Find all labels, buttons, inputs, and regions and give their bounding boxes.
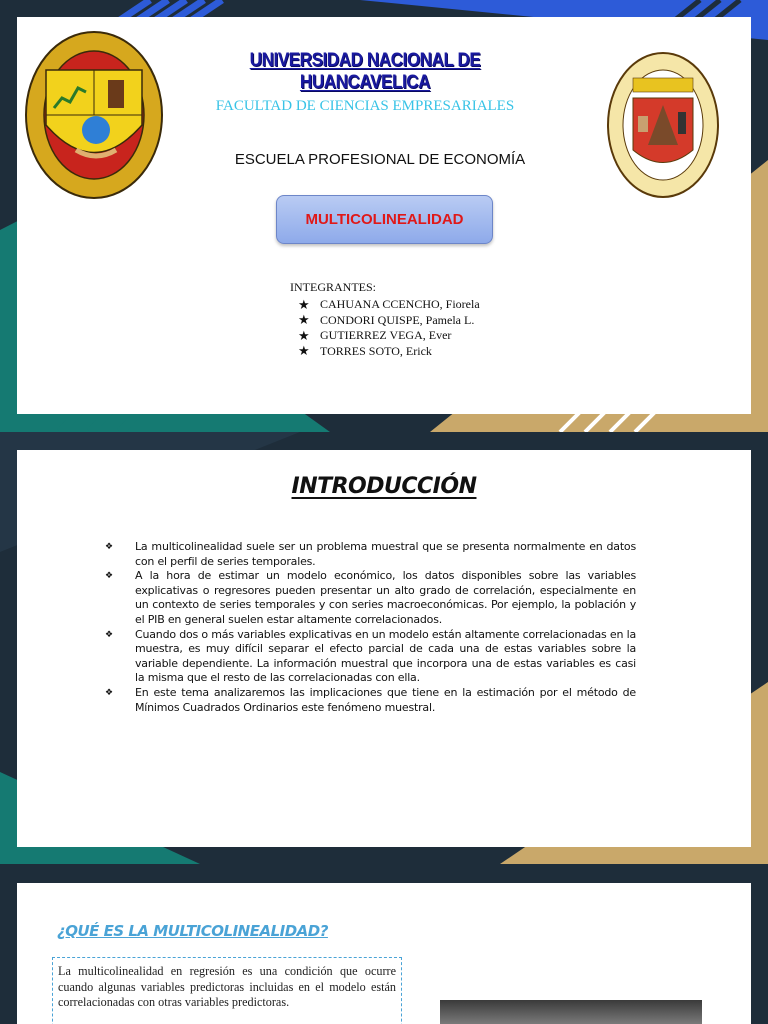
title-slide	[0, 0, 768, 432]
economics-school-logo	[24, 30, 164, 200]
introduction-slide	[0, 432, 768, 864]
illustration-image	[440, 1000, 702, 1024]
member-name: GUTIERREZ VEGA, Ever	[320, 328, 452, 343]
university-seal-logo	[606, 50, 720, 200]
diamond-bullet-icon: ❖	[105, 629, 113, 640]
member-name: CAHUANA CCENCHO, Fiorela	[320, 297, 480, 312]
diamond-bullet-icon: ❖	[105, 687, 113, 698]
star-icon: ★	[298, 312, 310, 328]
definition-title: ¿QUÉ ES LA MULTICOLINEALIDAD?	[57, 922, 328, 940]
definition-text: La multicolinealidad en regresión es una condición que ocurre cuando algunas variables predictoras incluidas en el modelo están correlacionadas con otras variables predictoras.	[58, 964, 396, 1009]
list-item	[103, 628, 636, 686]
list-item-text: A la hora de estimar un modelo económico, los datos disponibles sobre las variables explicativas o regresores pueden presentar un alto grado de correlación, especialmente en un contexto de series temporales y con series macroeconómicas. Por ejemplo, la población y el PIB en general suelen estar altamente correlacionados.	[135, 569, 636, 626]
topic-button[interactable]: MULTICOLINEALIDAD	[276, 195, 493, 244]
university-name: UNIVERSIDAD NACIONAL DE HUANCAVELICA	[249, 50, 481, 93]
list-item-text: En este tema analizaremos las implicaciones que tiene en la estimación por el método de Mínimos Cuadrados Ordinarios este fenómeno muestral.	[135, 685, 636, 714]
list-item	[103, 686, 636, 715]
star-icon: ★	[298, 327, 310, 343]
member-name: CONDORI QUISPE, Pamela L.	[320, 312, 475, 327]
faculty-name: FACULTAD DE CIENCIAS EMPRESARIALES	[215, 98, 515, 114]
list-item	[103, 569, 636, 627]
school-name: ESCUELA PROFESIONAL DE ECONOMÍA	[234, 151, 526, 168]
introduction-list	[103, 540, 636, 715]
diamond-bullet-icon: ❖	[105, 571, 113, 582]
introduction-title: INTRODUCCIÓN	[291, 474, 477, 499]
member-item	[290, 328, 480, 344]
members-list	[290, 280, 480, 359]
definition-text-box	[52, 957, 402, 1024]
list-item-text: La multicolinealidad suele ser un problema muestral que se presenta normalmente en datos con el perfil de series temporales.	[135, 540, 636, 568]
member-name: TORRES SOTO, Erick	[320, 343, 432, 358]
definition-slide	[0, 864, 768, 1024]
members-heading: INTEGRANTES:	[290, 280, 376, 294]
member-item	[290, 313, 480, 329]
star-icon: ★	[298, 296, 310, 312]
diamond-bullet-icon: ❖	[105, 542, 113, 552]
member-item	[290, 344, 480, 360]
star-icon: ★	[298, 343, 310, 359]
list-item	[103, 540, 636, 569]
member-item	[290, 297, 480, 313]
list-item-text: Cuando dos o más variables explicativas en un modelo están altamente correlacionadas en la muestra, es muy difícil separar el efecto parcial de cada una de estas variables sobre la variable dependiente. La información muestral que incorpora una de estas variables es casi la misma que el resto de las correlacionadas con ella.	[135, 627, 636, 685]
